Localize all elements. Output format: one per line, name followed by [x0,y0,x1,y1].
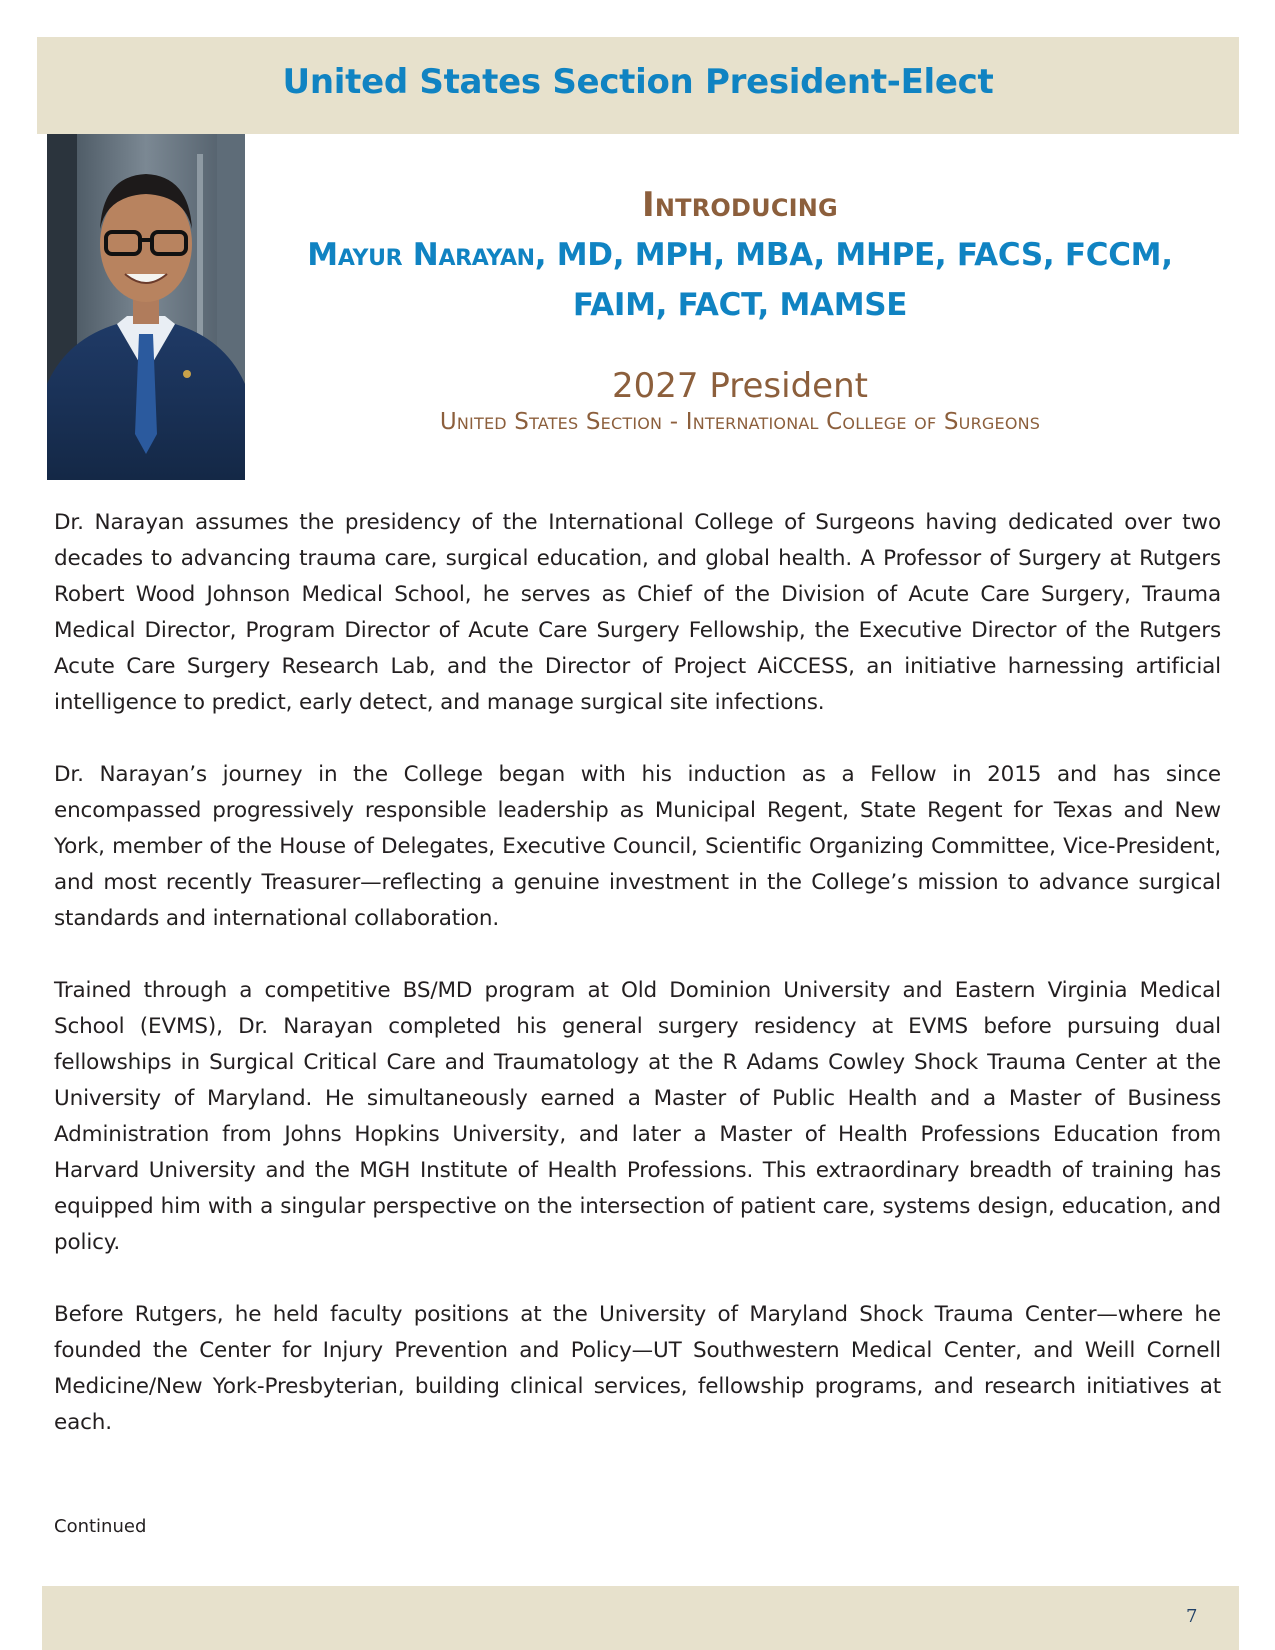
intro-block [255,180,1225,438]
paragraph: Dr. Narayan assumes the presidency of the International College of Surgeons having dedicated over two decades to advancing trauma care, surgical education, and global health. A Professor of Surgery at Rutgers Robert Wood Johnson Medical School, he serves as Chief of the Division of Acute Care Surgery, Trauma Medical Director, Program Director of Acute Care Surgery Fellowship, the Executive Director of the Rutgers Acute Care Surgery Research Lab, and the Director of Project AiCCESS, an initiative harnessing artificial intelligence to predict, early detect, and manage surgical site infections. [54,510,1221,715]
paragraph: Trained through a competitive BS/MD program at Old Dominion University and Eastern Virginia Medical School (EVMS), Dr. Narayan completed his general surgery residency at EVMS before pursuing dual fellowships in Surgical Critical Care and Traumatology at the R Adams Cowley Shock Trauma Center at the University of Maryland. He simultaneously earned a Master of Public Health and a Master of Business Administration from Johns Hopkins University, and later a Master of Health Professions Education from Harvard University and the MGH Institute of Health Professions. This extraordinary breadth of training has equipped him with a singular perspective on the intersection of patient care, systems design, education, and policy. [54,978,1221,1255]
biography [54,505,1221,1477]
president-name-line-2: FAIM, FACT, MAMSE [572,287,908,323]
continued-label: Continued [54,1516,147,1537]
paragraph: Dr. Narayan’s journey in the College began with his induction as a Fellow in 2015 and has since encompassed progressively responsible leadership as Municipal Regent, State Regent for Texas and New York, member of the House of Delegates, Executive Council, Scientific Organizing Committee, Vice-President, and most recently Treasurer—reflecting a genuine investment in the College’s mission to advance surgical standards and international collaboration. [54,762,1221,931]
president-name-line-1: Mayur Narayan, MD, MPH, MBA, MHPE, FACS, FCCM, [307,237,1173,273]
footer-band [42,1586,1239,1650]
section-subtitle: United States Section - International College of Surgeons [439,409,1041,435]
page-number: 7 [1186,1606,1198,1627]
paragraph: Before Rutgers, he held faculty positions at the University of Maryland Shock Trauma Center—where he founded the Center for Injury Prevention and Policy—UT Southwestern Medical Center, and Weill Cornell Medicine/New York-Presbyterian, building clinical services, fellowship programs, and research initiatives at each. [54,1302,1221,1435]
introducing-heading: Introducing [642,185,838,225]
page-title: United States Section President-Elect [282,62,994,102]
president-year: 2027 President [612,366,868,406]
portrait-photo [47,134,245,480]
